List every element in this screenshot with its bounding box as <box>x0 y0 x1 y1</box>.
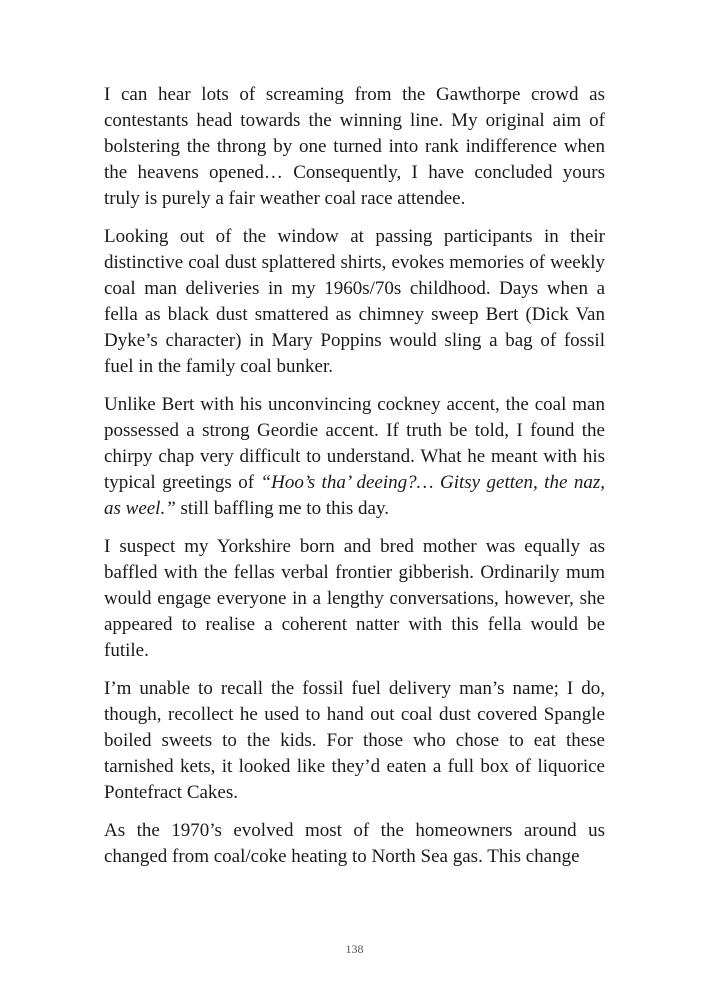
paragraph-3-text-end: still baffling me to this day. <box>175 498 389 519</box>
paragraph-5: I’m unable to recall the fossil fuel delivery man’s name; I do, though, recollect he used to hand out coal dust covered Spangle boiled sweets to the kids. For those who chose to eat these tarnished kets, it looked like they’d eaten a full box of liquorice Pontefract Cakes. <box>104 678 605 803</box>
page-number: 138 <box>345 942 364 956</box>
geordie-greeting-quote: “Hoo’s tha’ deeing?… Gitsy getten, the naz, as weel.” <box>104 472 605 519</box>
paragraph-3 <box>104 392 605 522</box>
body-text <box>104 82 605 882</box>
paragraph-6: As the 1970’s evolved most of the homeowners around us changed from coal/coke heating to North Sea gas. This change <box>104 820 605 867</box>
paragraph-3-text-start: Unlike Bert with his unconvincing cockney accent, the coal man possessed a strong Geordie accent. If truth be told, I found the chirpy chap very difficult to understand. What he meant with his typical greetings of <box>104 394 605 493</box>
paragraph-2: Looking out of the window at passing participants in their distinctive coal dust splattered shirts, evokes memories of weekly coal man deliveries in my 1960s/70s childhood. Days when a fella as black dust smattered as chimney sweep Bert (Dick Van Dyke’s character) in Mary Poppins would sling a bag of fossil fuel in the family coal bunker. <box>104 226 605 377</box>
paragraph-1: I can hear lots of screaming from the Gawthorpe crowd as contestants head towards the winning line. My original aim of bolstering the throng by one turned into rank indifference when the heavens opened… Consequently, I have concluded yours truly is purely a fair weather coal race attendee. <box>104 84 605 209</box>
paragraph-4: I suspect my Yorkshire born and bred mother was equally as baffled with the fellas verbal frontier gibberish. Ordinarily mum would engage everyone in a lengthy conversations, however, she appeared to realise a coherent natter with this fella would be futile. <box>104 536 605 661</box>
